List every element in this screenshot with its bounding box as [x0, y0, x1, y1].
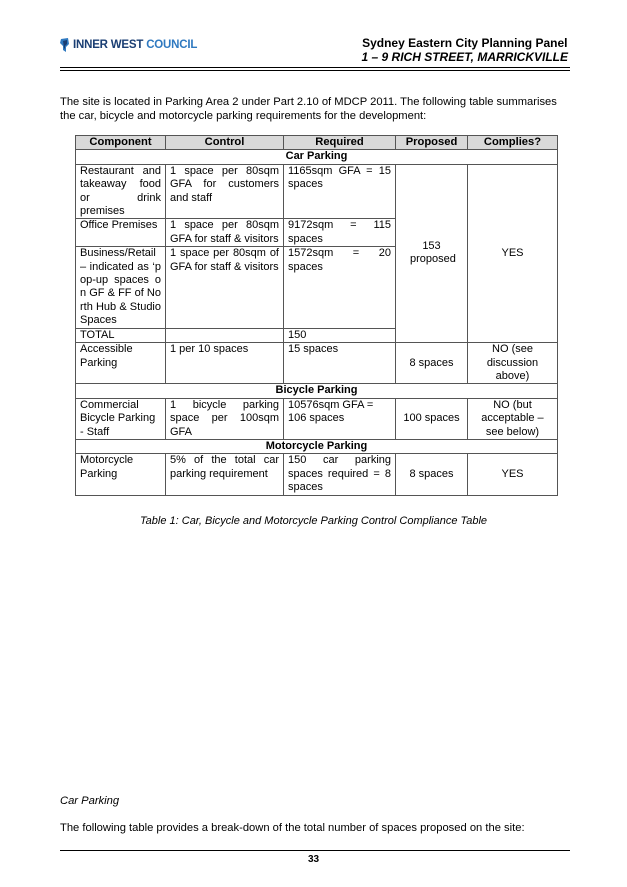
- table-caption: Table 1: Car, Bicycle and Motorcycle Parking Control Compliance Table: [139, 515, 488, 527]
- col-header-required: Required: [284, 136, 396, 150]
- cell-required: 9172sqm = 115 spaces: [284, 219, 396, 247]
- council-logo: [60, 38, 197, 52]
- cell-proposed: 100 spaces: [396, 398, 468, 439]
- cell-component: Motorcycle Parking: [76, 454, 166, 495]
- cell-required: 15 spaces: [284, 343, 396, 384]
- cell-required: 150 car parking spaces required = 8 spaces: [284, 454, 396, 495]
- cell-required: 150: [284, 328, 396, 342]
- cell-component: Business/Retail – indicated as ‘pop-up spaces on GF & FF of North Hub & Studio Spaces: [76, 247, 166, 328]
- table-row-accessible: [76, 343, 558, 384]
- cell-component: Restaurant and takeaway food or drink premises: [76, 164, 166, 219]
- cell-component: Accessible Parking: [76, 343, 166, 384]
- col-header-complies: Complies?: [468, 136, 558, 150]
- table-row: [76, 164, 558, 219]
- table-row-motorcycle: [76, 454, 558, 495]
- header-title: Sydney Eastern City Planning Panel: [362, 36, 568, 50]
- col-header-component: Component: [76, 136, 166, 150]
- cell-proposed: 8 spaces: [396, 343, 468, 384]
- section-row-car: [76, 150, 558, 164]
- section-row-bicycle: [76, 384, 558, 398]
- section-bicycle-parking: Bicycle Parking: [76, 384, 558, 398]
- page-number: 33: [307, 854, 320, 865]
- cell-car-proposed: 153 proposed: [396, 164, 468, 342]
- cell-required: 1165sqm GFA = 15 spaces: [284, 164, 396, 219]
- logo-text-council: COUNCIL: [146, 39, 198, 51]
- header-rule: [60, 67, 570, 68]
- logo-text-inner: INNER WEST: [73, 39, 147, 51]
- cell-control: 1 per 10 spaces: [166, 343, 284, 384]
- parking-compliance-table: [75, 135, 558, 496]
- cell-proposed: 8 spaces: [396, 454, 468, 495]
- cell-complies: YES: [468, 454, 558, 495]
- header-rule-thin: [60, 70, 570, 71]
- section-motorcycle-parking: Motorcycle Parking: [76, 439, 558, 453]
- intro-paragraph: The site is located in Parking Area 2 under Part 2.10 of MDCP 2011. The following table summarises the car, bicycle and motorcycle parking requirements for the development:: [60, 96, 557, 122]
- cell-control: 1 space per 80sqm GFA for staff & visitors: [166, 219, 284, 247]
- table-row-bicycle: [76, 398, 558, 439]
- cell-control: 5% of the total car parking requirement: [166, 454, 284, 495]
- col-header-proposed: Proposed: [396, 136, 468, 150]
- cell-component: TOTAL: [76, 328, 166, 342]
- table-header-row: [76, 136, 558, 150]
- section-row-motorcycle: [76, 439, 558, 453]
- cell-component: Office Premises: [76, 219, 166, 247]
- body-paragraph: The following table provides a break-down of the total number of spaces proposed on the site:: [60, 822, 525, 834]
- cell-control: 1 space per 80sqm of GFA for staff & visitors: [166, 247, 284, 328]
- section-subheading: Car Parking: [60, 795, 120, 807]
- council-logo-icon: [60, 38, 70, 52]
- cell-component: Commercial Bicycle Parking - Staff: [76, 398, 166, 439]
- cell-control: 1 space per 80sqm GFA for customers and staff: [166, 164, 284, 219]
- section-car-parking: Car Parking: [76, 150, 558, 164]
- cell-complies: NO (see discussion above): [468, 343, 558, 384]
- footer-rule: [60, 850, 570, 851]
- page-header: [60, 36, 572, 66]
- header-subtitle: 1 – 9 RICH STREET, MARRICKVILLE: [361, 50, 568, 64]
- cell-control: 1 bicycle parking space per 100sqm GFA: [166, 398, 284, 439]
- cell-control: [166, 328, 284, 342]
- cell-required: 1572sqm = 20 spaces: [284, 247, 396, 328]
- cell-complies: NO (but acceptable – see below): [468, 398, 558, 439]
- cell-car-complies: YES: [468, 164, 558, 342]
- col-header-control: Control: [166, 136, 284, 150]
- cell-required: 10576sqm GFA = 106 spaces: [284, 398, 396, 439]
